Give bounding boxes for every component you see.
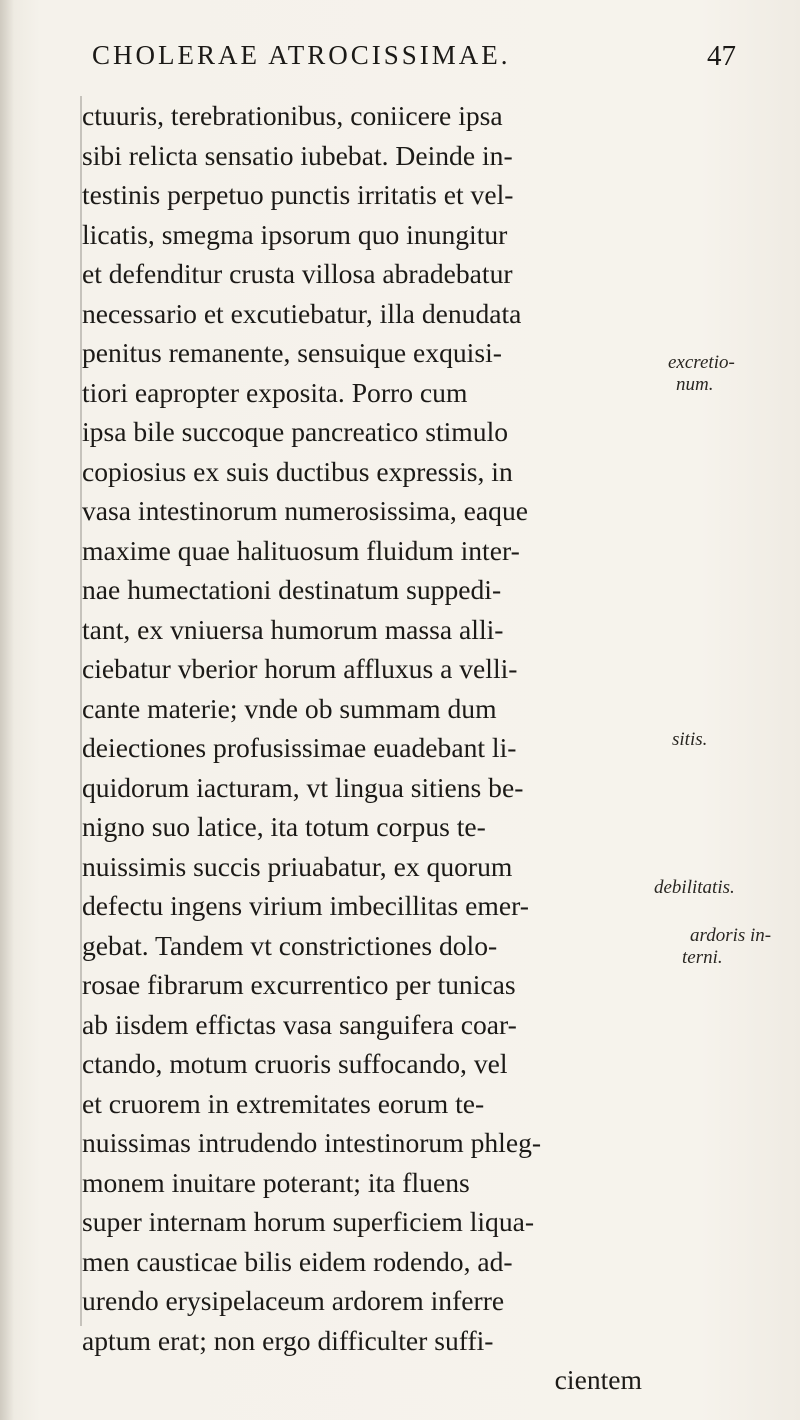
body-text xyxy=(82,96,642,1400)
text-line: licatis, smegma ipsorum quo inungitur xyxy=(82,218,508,250)
text-line: tant, ex vniuersa humorum massa alli- xyxy=(82,613,504,645)
text-line: vasa intestinorum numerosissima, eaque xyxy=(82,495,529,526)
margin-note-debilitatis: debilitatis. xyxy=(654,877,735,898)
text-line: penitus remanente, sensuique exquisi- xyxy=(82,337,502,368)
text-line: ctando, motum cruoris suffocando, vel xyxy=(82,1048,508,1079)
text-line: nae humectationi destinatum suppedi- xyxy=(82,574,502,605)
running-title: CHOLERAE ATROCISSIMAE. xyxy=(92,40,511,70)
text-line: ctuuris, terebrationibus, coniicere ipsa xyxy=(82,100,503,131)
text-line: ab iisdem effictas vasa sanguifera coar- xyxy=(82,1008,517,1040)
gutter-shadow xyxy=(0,0,14,1420)
text-line: nuissimis succis priuabatur, ex quorum xyxy=(82,850,513,882)
text-line: sibi relicta sensatio iubebat. Deinde in- xyxy=(82,139,513,171)
text-line: nuissimas intrudendo intestinorum phleg- xyxy=(82,1127,542,1158)
text-line: urendo erysipelaceum ardorem inferre xyxy=(82,1285,505,1316)
text-line: et cruorem in extremitates eorum te- xyxy=(82,1087,485,1119)
text-line: gebat. Tandem vt constrictiones dolo- xyxy=(82,929,498,961)
margin-note-sitis: sitis. xyxy=(672,729,708,750)
text-line: super internam horum superficiem liqua- xyxy=(82,1206,535,1237)
text-line: deiectiones profusissimae euadebant li- xyxy=(82,732,517,763)
margin-note-terni: terni. xyxy=(682,947,723,968)
text-line: rosae fibrarum excurrentico per tunicas xyxy=(82,969,516,1000)
catchword: cientem xyxy=(554,1364,642,1395)
text-line: quidorum iacturam, vt lingua sitiens be- xyxy=(82,771,524,803)
text-line: men causticae bilis eidem rodendo, ad- xyxy=(82,1245,513,1277)
margin-note-ardoris-in: ardoris in- xyxy=(690,925,772,946)
text-line: testinis perpetuo punctis irritatis et vel- xyxy=(82,179,514,210)
text-line: cante materie; vnde ob summam dum xyxy=(82,692,497,724)
text-line: defectu ingens virium imbecillitas emer- xyxy=(82,890,529,921)
text-line: tiori eapropter exposita. Porro cum xyxy=(82,376,468,408)
text-line: copiosius ex suis ductibus expressis, in xyxy=(82,455,513,487)
text-line: monem inuitare poterant; ita fluens xyxy=(82,1166,470,1198)
text-line: necessario et excutiebatur, illa denudata xyxy=(82,297,522,329)
margin-note-excretio: excretio- xyxy=(668,352,735,373)
margin-note-num: num. xyxy=(676,374,714,395)
text-line: nigno suo latice, ita totum corpus te- xyxy=(82,811,486,842)
text-line: maxime quae halituosum fluidum inter- xyxy=(82,534,520,566)
text-line: ipsa bile succoque pancreatico stimulo xyxy=(82,416,509,447)
page-number: 47 xyxy=(707,40,736,72)
text-line: aptum erat; non ergo difficulter suffi- xyxy=(82,1324,494,1356)
text-line: et defenditur crusta villosa abradebatur xyxy=(82,258,513,289)
text-line: ciebatur vberior horum affluxus a velli- xyxy=(82,653,518,684)
